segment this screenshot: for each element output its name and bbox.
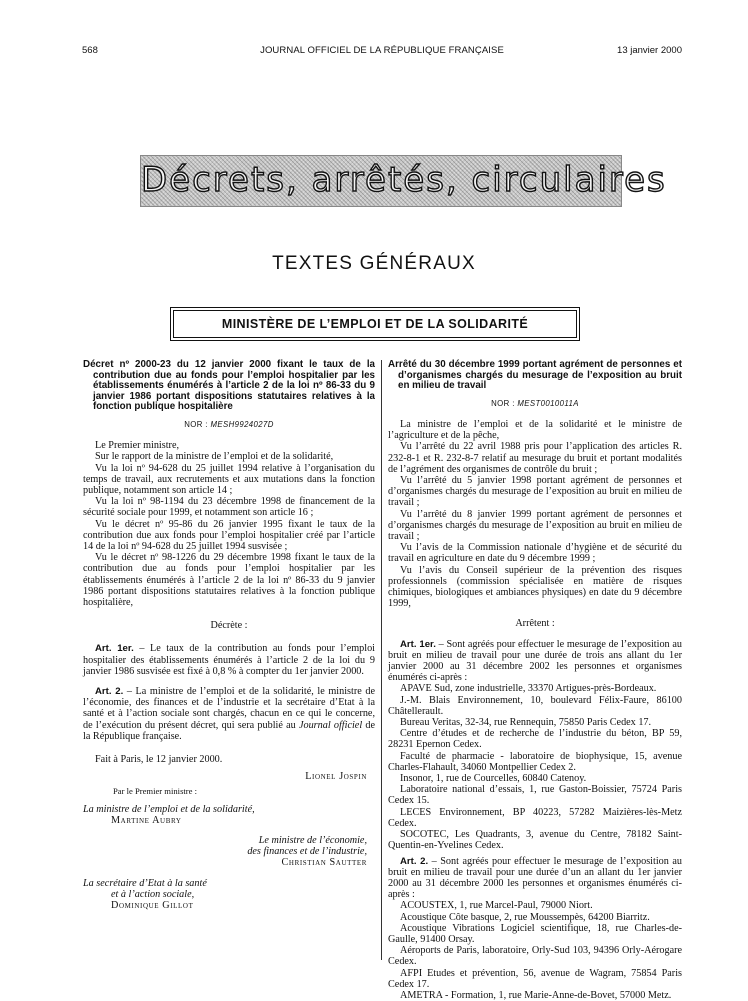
preamble-line: Vu le décret nº 95-86 du 26 janvier 1995 fixant le taux de la contribution due aux fonds pour l’emploi hospitalier créé par l’article 14 de la loi nº 94-628 du 25 juillet 1994 susvisée ; xyxy=(83,518,375,552)
article-2-text-end: de la République française. xyxy=(83,719,375,742)
list-item: Laboratoire national d’essais, 1, rue Gaston-Boissier, 75724 Paris Cedex 15. xyxy=(388,784,682,807)
article-2-text: – Sont agréés pour effectuer le mesurage de l’exposition au bruit en milieu de travail pour une durée d’un an allant du 1er janvier 2000 au 31 décembre 2000 les personnes et organismes énumérés ci-après : xyxy=(388,855,682,901)
running-head xyxy=(82,45,682,59)
preamble-line: Vu l’arrêté du 5 janvier 1998 portant agrément de personnes et d’organismes chargés du mesurage de l’exposition au bruit en milieu de travail ; xyxy=(388,475,682,509)
decree-column xyxy=(83,360,375,911)
signatory-name: Christian Sautter xyxy=(281,857,367,869)
done-at: Fait à Paris, le 12 janvier 2000. xyxy=(95,754,223,766)
list-item: ACOUSTEX, 1, rue Marcel-Paul, 79000 Niort. xyxy=(400,900,593,912)
preamble-line: Vu l’avis de la Commission nationale d’hygiène et de sécurité du travail en agriculture en date du 9 décembre 1999 ; xyxy=(388,542,682,565)
arrete-word: Arrêtent : xyxy=(515,618,555,630)
journal-reference: Journal officiel xyxy=(298,719,363,731)
by-prime-minister: Par le Premier ministre : xyxy=(113,786,198,797)
section-title: TEXTES GÉNÉRAUX xyxy=(272,253,476,274)
signature-prime-minister: Lionel Jospin xyxy=(305,771,367,783)
signatory-name: Dominique Gillot xyxy=(111,900,194,912)
decree-word: Décrète : xyxy=(210,620,248,632)
page-number: 568 xyxy=(82,45,98,56)
list-item: Centre d’études et de recherche de l’industrie du béton, BP 59, 28231 Epernon Cedex. xyxy=(388,728,682,751)
list-item: LECES Environnement, BP 40223, 57282 Maizières-lès-Metz Cedex. xyxy=(388,806,682,829)
list-item: Acoustique Vibrations Logiciel scientifique, 18, rue Charles-de-Gaulle, 91400 Orsay. xyxy=(388,922,682,945)
signatory-role: Le ministre de l’économie, xyxy=(258,835,367,847)
nor-code: MESH9924027D xyxy=(210,419,274,429)
article-2 xyxy=(83,686,375,742)
article-2-label: Art. 2. xyxy=(400,855,429,867)
section-banner xyxy=(140,155,667,207)
ministry-box xyxy=(170,307,580,341)
arrete-nor xyxy=(388,398,682,409)
list-item: APAVE Sud, zone industrielle, 33370 Artigues-près-Bordeaux. xyxy=(400,683,657,695)
list-item: Insonor, 1, rue de Courcelles, 60840 Catenoy. xyxy=(400,773,587,785)
signatory-role: des finances et de l’industrie, xyxy=(247,846,367,858)
preamble-line: Vu l’arrêté du 8 janvier 1999 portant agrément de personnes et d’organismes chargés du mesurage de l’exposition au bruit en milieu de travail ; xyxy=(388,508,682,543)
article-1 xyxy=(83,643,375,677)
article-2 xyxy=(388,856,682,901)
nor-code: MEST0010011A xyxy=(517,398,579,408)
preamble-line: Vu la loi nº 98-1194 du 23 décembre 1998 de financement de la sécurité sociale pour 1999, et notamment son article 16 ; xyxy=(83,496,375,519)
signatory-role: La secrétaire d’Etat à la santé xyxy=(83,877,207,889)
preamble-line: Vu la loi nº 94-628 du 25 juillet 1994 relative à l’organisation du temps de travail, aux recrutements et aux mutations dans la fonction publique, notamment son article 14 ; xyxy=(83,462,375,496)
article-1 xyxy=(388,639,682,684)
preamble-line: Sur le rapport de la ministre de l’emploi et de la solidarité, xyxy=(95,451,334,463)
list-item: Bureau Veritas, 32-34, rue Rennequin, 75850 Paris Cedex 17. xyxy=(400,717,652,729)
preamble-line: La ministre de l’emploi et de la solidarité et le ministre de l’agriculture et de la pêche, xyxy=(388,418,682,442)
article-1-text: – Sont agréés pour effectuer le mesurage de l’exposition au bruit en milieu de travail pour une durée de trois ans allant du 1er janvier 2000 au 31 décembre 2002 les personnes et organismes énumérés ci-après : xyxy=(388,638,682,684)
preamble-line: Le Premier ministre, xyxy=(95,440,180,452)
list-item: Faculté de pharmacie - laboratoire de biophysique, 15, avenue Charles-Flahault, 34060 Montpellier Cedex 2. xyxy=(388,750,682,773)
journal-title: JOURNAL OFFICIEL DE LA RÉPUBLIQUE FRANÇAISE xyxy=(260,45,504,56)
list-item: Aéroports de Paris, laboratoire, Orly-Sud 103, 94396 Orly-Aérogare Cedex. xyxy=(388,945,682,968)
article-1-label: Art. 1er. xyxy=(95,643,134,655)
arrete-title: Arrêté du 30 décembre 1999 portant agrément de personnes et d’organismes chargés du mesurage de l’exposition au bruit en milieu de travail xyxy=(388,359,682,392)
signatory-name: Martine Aubry xyxy=(111,814,182,826)
article-2-text: – La ministre de l’emploi et de la solidarité, le ministre de l’économie, des finances et de l’industrie et la secrétaire d’Etat à la santé et à l’action sociale sont chargés, chacun en ce qui le concerne, de l’exécution du présent décret, qui sera publié au xyxy=(83,686,375,731)
article-2-label: Art. 2. xyxy=(95,686,124,698)
list-item: AMETRA - Formation, 1, rue Marie-Anne-de-Bovet, 57000 Metz. xyxy=(400,989,672,1001)
list-item: SOCOTEC, Les Quadrants, 3, avenue du Centre, 78182 Saint-Quentin-en-Yvelines Cedex. xyxy=(388,829,682,852)
arrete-column xyxy=(388,360,682,1001)
list-item: AFPI Etudes et prévention, 56, avenue de Wagram, 75854 Paris Cedex 17. xyxy=(388,967,682,990)
nor-label: NOR : xyxy=(491,398,515,408)
decree-nor xyxy=(83,419,375,430)
list-item: Acoustique Côte basque, 2, rue Moussempès, 64200 Biarritz. xyxy=(400,911,650,923)
column-divider xyxy=(381,360,382,960)
nor-label: NOR : xyxy=(184,419,208,429)
preamble-line: Vu l’arrêté du 22 avril 1988 pris pour l’application des articles R. 232-8-1 et R. 232-8-7 relatif au mesurage du bruit et portant modalités de l’agrément des organismes de contrôle du bruit ; xyxy=(388,441,682,475)
signatory-role: La ministre de l’emploi et de la solidarité, xyxy=(83,803,255,815)
signatory-role: et à l’action sociale, xyxy=(111,888,195,900)
article-1-label: Art. 1er. xyxy=(400,638,436,650)
decree-title: Décret nº 2000-23 du 12 janvier 2000 fixant le taux de la contribution due au fonds pour l’emploi hospitalier par les établissements énumérés à l’article 2 de la loi nº 86-33 du 9 janvier 1986 portant dispositions statutaires relatives à la fonction publique hospitalière xyxy=(83,359,375,413)
ministry-name: MINISTÈRE DE L’EMPLOI ET DE LA SOLIDARITÉ xyxy=(173,310,577,338)
article-1-text: – Le taux de la contribution au fonds pour l’emploi hospitalier des établissements énumérés à l’article 2 de la loi du 9 janvier 1986 susvisée est fixé à 0,8 % à compter du 1er janvier 2000. xyxy=(83,643,375,677)
preamble-line: Vu l’avis du Conseil supérieur de la prévention des risques professionnels (commission spécialisée en matière de risques chimiques, biologiques et ambiances physiques) en date du 9 décembre 1999, xyxy=(388,564,682,610)
issue-date: 13 janvier 2000 xyxy=(617,45,682,56)
preamble-line: Vu le décret nº 98-1226 du 29 décembre 1998 fixant le taux de la contribution due au fonds pour l’emploi hospitalier par les établissements énumérés à l’article 2 de la loi nº 86-33 du 9 janvier 1986 portant dispositions statutaires relatives à la fonction publique hospitalière, xyxy=(83,552,375,609)
list-item: J.-M. Blais Environnement, 10, boulevard Félix-Faure, 86100 Châtellerault. xyxy=(388,694,682,717)
banner-title: Décrets, arrêtés, circulaires xyxy=(141,160,667,200)
